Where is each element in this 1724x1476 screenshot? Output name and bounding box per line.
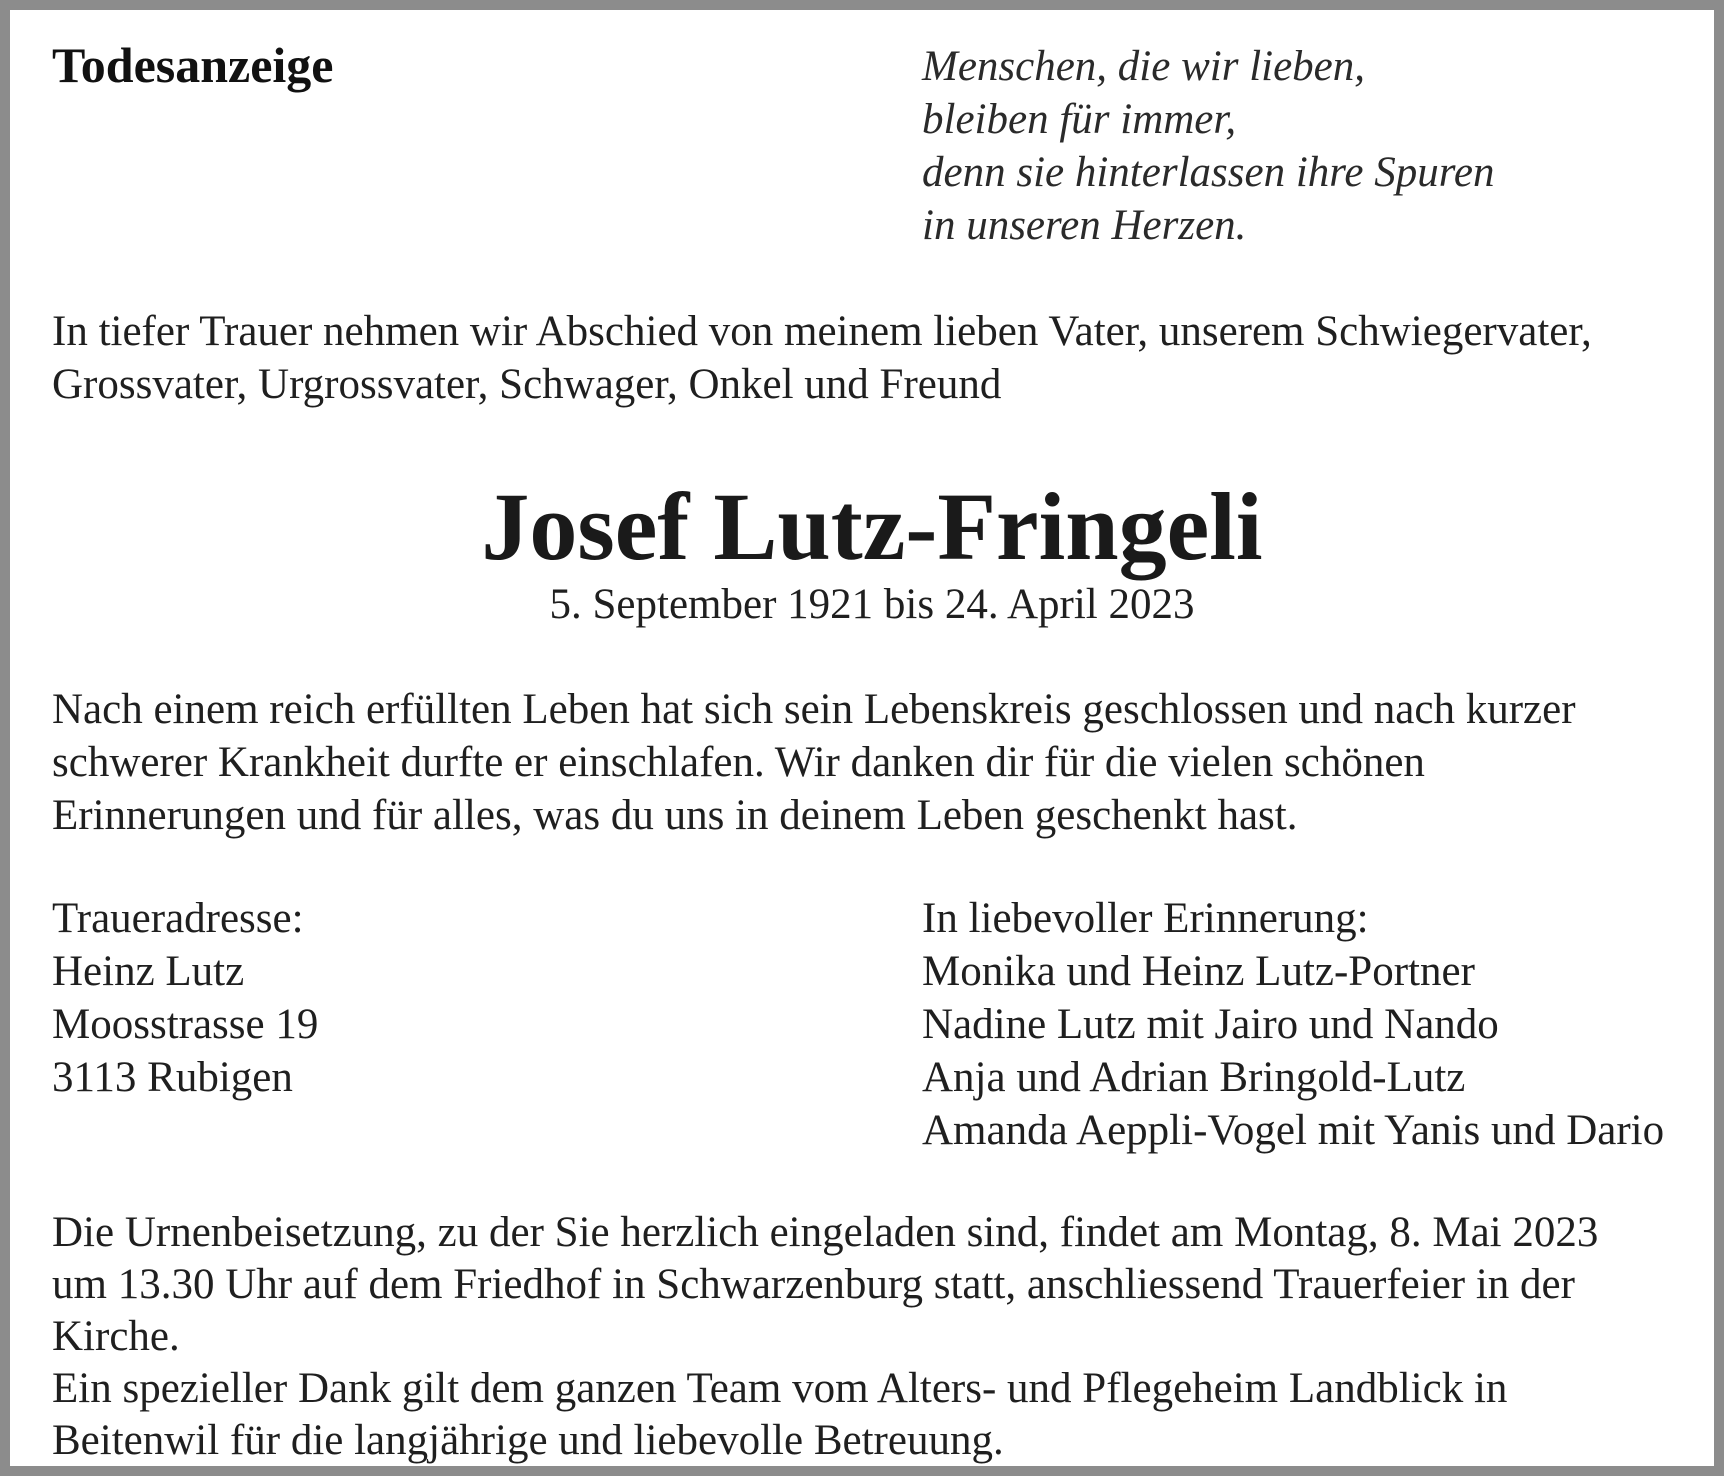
life-dates: 5. September 1921 bis 24. April 2023 — [549, 581, 1195, 628]
motto-line: in unseren Herzen. — [922, 202, 1247, 249]
message-line: Nach einem reich erfüllten Leben hat sich sein Lebenskreis geschlossen und nach kurzer — [52, 686, 1576, 733]
message-line: Erinnerungen und für alles, was du uns in deinem Leben geschenkt hast. — [52, 792, 1298, 839]
mourning-address — [52, 892, 318, 1104]
address-street: Moosstrasse 19 — [52, 1001, 319, 1048]
intro-line: Grossvater, Urgrossvater, Schwager, Onkel und Freund — [52, 361, 1002, 408]
family-list — [922, 892, 1664, 1157]
family-member: Nadine Lutz mit Jairo und Nando — [922, 1001, 1499, 1048]
funeral-line: Kirche. — [52, 1313, 180, 1360]
address-label: Traueradresse: — [52, 895, 304, 942]
motto-line: Menschen, die wir lieben, — [922, 43, 1366, 90]
funeral-line: Die Urnenbeisetzung, zu der Sie herzlich eingeladen sind, findet am Montag, 8. Mai 2023 — [52, 1209, 1599, 1256]
motto-poem — [922, 40, 1494, 252]
motto-line: bleiben für immer, — [922, 96, 1237, 143]
funeral-paragraph — [52, 1207, 1598, 1467]
address-name: Heinz Lutz — [52, 948, 245, 995]
funeral-line: Beitenwil für die langjährige und liebevolle Betreuung. — [52, 1417, 1004, 1464]
intro-line: In tiefer Trauer nehmen wir Abschied von meinem lieben Vater, unserem Schwiegervater, — [52, 308, 1592, 355]
family-member: Monika und Heinz Lutz-Portner — [922, 948, 1475, 995]
motto-line: denn sie hinterlassen ihre Spuren — [922, 149, 1495, 196]
message-line: schwerer Krankheit durfte er einschlafen. Wir danken dir für die vielen schönen — [52, 739, 1425, 786]
family-member: Anja und Adrian Bringold-Lutz — [922, 1054, 1466, 1101]
intro-paragraph — [52, 305, 1592, 411]
funeral-line: Ein spezieller Dank gilt dem ganzen Team vom Alters- und Pflegeheim Landblick in — [52, 1365, 1508, 1412]
family-member: Amanda Aeppli-Vogel mit Yanis und Dario — [922, 1107, 1665, 1154]
funeral-line: um 13.30 Uhr auf dem Friedhof in Schwarzenburg statt, anschliessend Trauerfeier in der — [52, 1261, 1575, 1308]
deceased-name: Josef Lutz-Fringeli — [481, 473, 1263, 580]
address-city: 3113 Rubigen — [52, 1054, 293, 1101]
family-label: In liebevoller Erinnerung: — [922, 895, 1369, 942]
page-title: Todesanzeige — [52, 37, 334, 93]
message-paragraph — [52, 683, 1576, 842]
